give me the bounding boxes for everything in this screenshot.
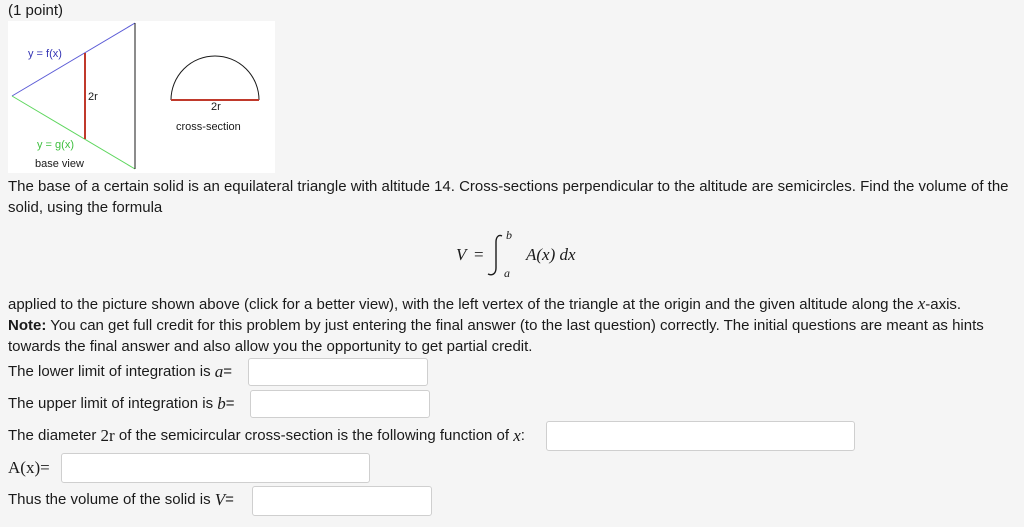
- fx-label: y = f(x): [28, 48, 62, 60]
- height-label: 2r: [88, 91, 98, 103]
- upper-limit-var: b: [217, 394, 226, 413]
- volume-var: V: [214, 490, 226, 509]
- formula-lower: a: [504, 266, 510, 280]
- gx-label: y = g(x): [37, 139, 74, 151]
- axis-variable: x: [917, 294, 926, 313]
- note-text: You can get full credit for this problem by just entering the final answer (to the last question) correctly. The initial questions are meant as hints towards the final answer and also allow you the opportunity to get partial credit.: [8, 317, 984, 355]
- diameter-xvar: x: [513, 426, 521, 445]
- upper-limit-question: [8, 393, 235, 414]
- problem-intro: The base of a certain solid is an equilateral triangle with altitude 14. Cross-sections perpendicular to the altitude are semicircles. Find the volume of the solid, using the formula: [8, 178, 1009, 216]
- formula-upper: b: [506, 230, 512, 242]
- area-label: A(x)=: [8, 458, 50, 477]
- diameter-text-a: The diameter: [8, 427, 97, 444]
- volume-question: [8, 489, 234, 510]
- note-label: Note:: [8, 317, 47, 334]
- upper-limit-eq: =: [225, 395, 235, 412]
- formula-lhs: V: [456, 245, 467, 264]
- diameter-colon: :: [520, 427, 525, 444]
- lower-limit-question: [8, 361, 232, 382]
- lower-limit-eq: =: [223, 363, 233, 380]
- upper-limit-text: The upper limit of integration is: [8, 395, 214, 412]
- figure-image[interactable]: [8, 21, 275, 173]
- upper-limit-input[interactable]: [250, 390, 430, 418]
- formula-integrand: A(x) dx: [526, 245, 576, 264]
- semicircle-arc: [171, 56, 259, 100]
- area-input[interactable]: [61, 453, 370, 483]
- volume-text: Thus the volume of the solid is: [8, 491, 211, 508]
- base-view-label: base view: [35, 158, 84, 170]
- diameter-text-b: of the semicircular cross-section is the following function of: [118, 427, 510, 444]
- lower-limit-text: The lower limit of integration is: [8, 363, 211, 380]
- lower-limit-var: a: [214, 362, 224, 381]
- applied-text: applied to the picture shown above (click for a better view), with the left vertex of the triangle at the origin and the given altitude along the: [8, 296, 918, 313]
- volume-input[interactable]: [252, 486, 432, 516]
- lower-limit-input[interactable]: [248, 358, 428, 386]
- problem-instructions: [8, 293, 1018, 357]
- formula-eq: =: [474, 245, 484, 264]
- diameter-var: 2r: [100, 426, 115, 445]
- points-label: (1 point): [8, 2, 64, 19]
- volume-eq: =: [225, 491, 234, 508]
- integral-sign: [488, 235, 502, 274]
- cross-section-label: cross-section: [176, 121, 241, 133]
- diameter-input[interactable]: [546, 421, 855, 451]
- integral-formula: [456, 230, 596, 280]
- area-question: [8, 457, 50, 478]
- figure-diagram: [8, 21, 275, 173]
- diameter-question: [8, 425, 525, 446]
- axis-suffix: -axis.: [925, 296, 962, 313]
- diameter-label: 2r: [211, 101, 221, 113]
